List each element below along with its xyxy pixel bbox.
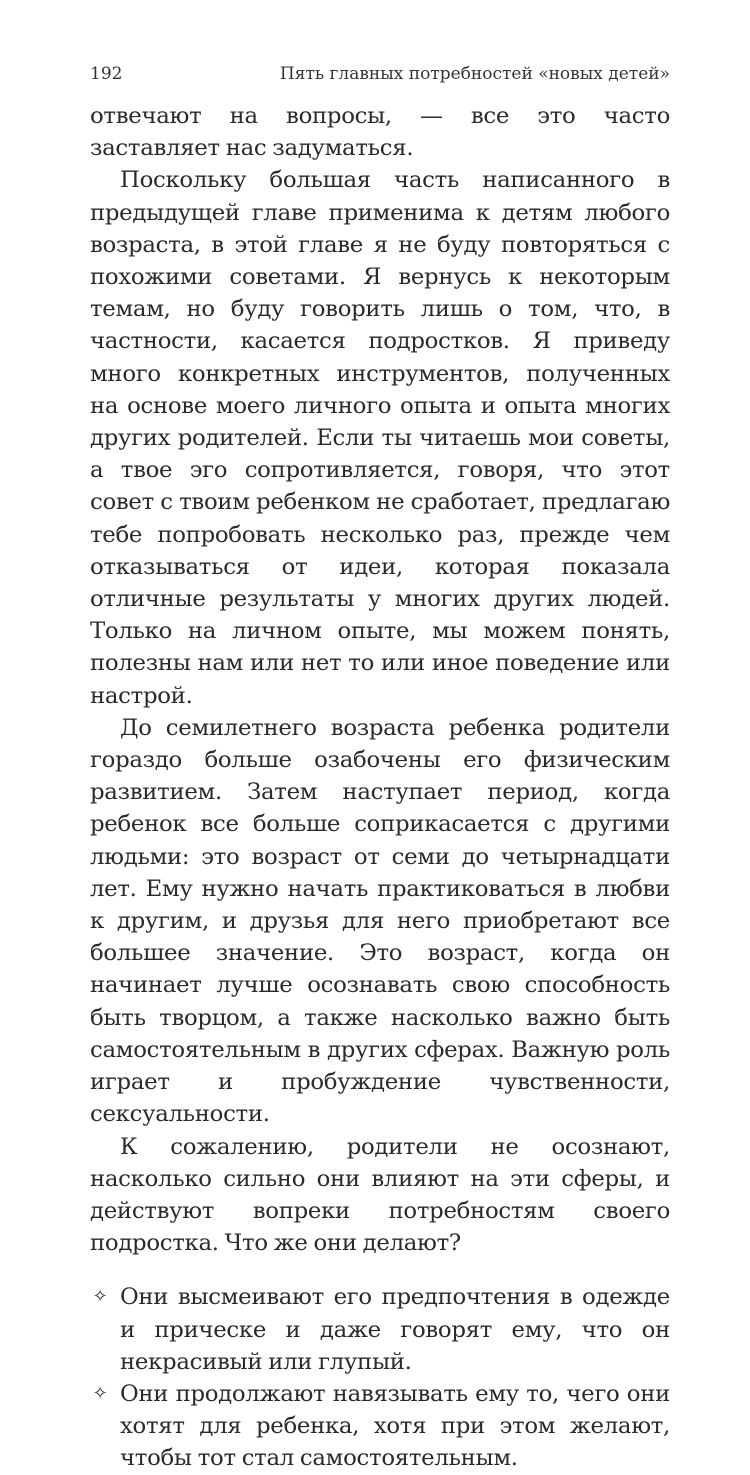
running-title: Пять главных потребностей «новых детей» — [279, 64, 670, 84]
paragraph: До семилетнего возраста ребенка родители гораздо больше озабочены его физическим развитием. Затем наступает период, когда ребенок все больше соприкасается с другими людьми: это возраст от семи до четырнадцати лет. Ему нужно начать практиковаться в любви к другим, и друзья для него приобретают все большее значение. Это возраст, когда он начинает лучше осознавать свою способность быть творцом, а также насколько важно быть самостоятельным в других сферах. Важную роль играет и пробуждение чувственности, сексуальности. — [90, 714, 670, 1128]
list-item-text: Они продолжают навязывать ему то, чего они хотят для ребенка, хотя при этом желают, чтобы тот стал самостоятельным. — [120, 1380, 670, 1472]
paragraph: Поскольку большая часть написанного в предыдущей главе применима к детям любого возраста, в этой главе я не буду повторяться с похожими советами. Я вернусь к некоторым темам, но буду говорить лишь о том, что, в частности, касается подростков. Я приведу много конкретных инструментов, полученных на основе моего личного опыта и опыта многих других родителей. Если ты читаешь мои советы, а твое эго сопротивляется, говоря, что этот совет с твоим ребенком не сработает, предлагаю тебе попробовать несколько раз, прежде чем отказываться от идеи, которая показала отличные результаты у многих других людей. Только на личном опыте, мы можем понять, полезны нам или нет то или иное поведение или настрой. — [90, 167, 670, 709]
paragraph-continuation: отвечают на вопросы, — все это часто заставляет нас задуматься. — [90, 103, 670, 162]
list-item — [90, 1281, 670, 1378]
paragraph: К сожалению, родители не осознают, насколько сильно они влияют на эти сферы, и действуют вопреки потребностям своего подростка. Что же они делают? — [90, 1133, 670, 1257]
running-head — [90, 62, 670, 86]
list-item — [90, 1378, 670, 1475]
list-item-text: Они высмеивают его предпочтения в одежде и прическе и даже говорят ему, что он некрасивый или глупый. — [120, 1284, 670, 1375]
bullet-list — [90, 1281, 670, 1474]
four-point-star-bullet-icon: ✧ — [92, 1286, 108, 1308]
body-text — [90, 100, 670, 1475]
page-number: 192 — [90, 64, 123, 84]
four-point-star-bullet-icon: ✧ — [92, 1382, 108, 1404]
